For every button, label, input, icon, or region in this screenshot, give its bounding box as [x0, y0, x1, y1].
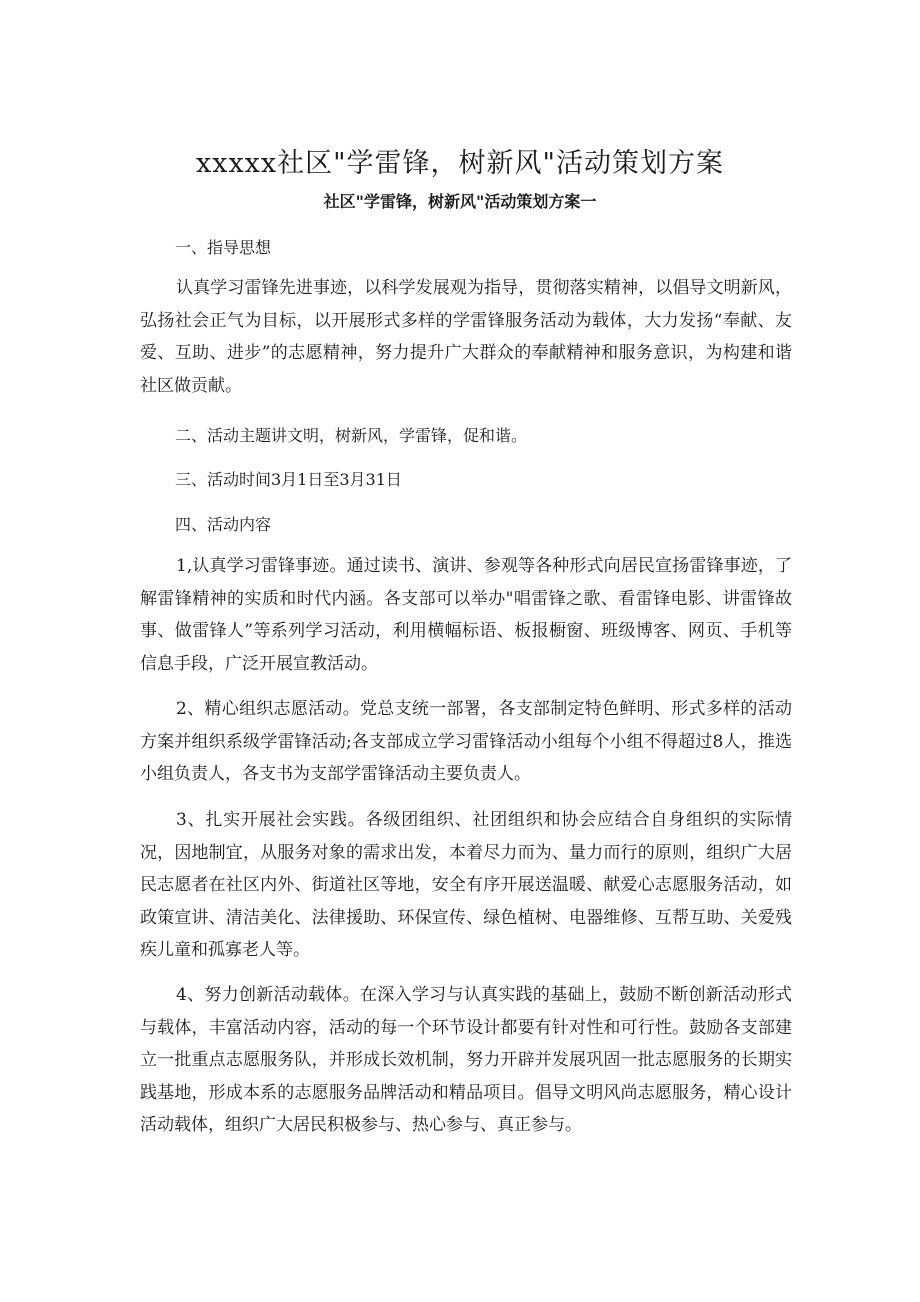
paragraph-guiding-ideology: 认真学习雷锋先进事迹，以科学发展观为指导，贯彻落实精神，以倡导文明新风，弘扬社会正气为目标，以开展形式多样的学雷锋服务活动为载体，大力发扬“奉献、友爱、互助、进步”的志愿精神，努力提升广大群众的奉献精神和服务意识，为构建和谐社区做贡献。 — [140, 278, 792, 396]
section-heading-content: 四、活动内容 — [175, 515, 272, 534]
content-item-2: 2、精心组织志愿活动。党总支统一部署，各支部制定特色鲜明、形式多样的活动方案并组织系级学雷锋活动;各支部成立学习雷锋活动小组每个小组不得超过8人，推选小组负责人，各支书为支部学雷锋活动主要负责人。 — [140, 699, 792, 784]
document-subtitle: 社区"学雷锋，树新风"活动策划方案一 — [323, 192, 597, 211]
section-heading-guiding-ideology: 一、指导思想 — [175, 238, 272, 257]
section-heading-theme: 二、活动主题讲文明，树新风，学雷锋，促和谐。 — [175, 426, 528, 445]
section-heading-time: 三、活动时间3月1日至3月31日 — [175, 470, 402, 489]
document-title: xxxxx社区"学雷锋，树新风"活动策划方案 — [196, 148, 724, 180]
content-item-1: 1,认真学习雷锋事迹。通过读书、演讲、参观等各种形式向居民宣扬雷锋事迹，了解雷锋精神的实质和时代内涵。各支部可以举办"唱雷锋之歌、看雷锋电影、讲雷锋故事、做雷锋人”等系列学习活动，利用横幅标语、板报橱窗、班级博客、网页、手机等信息手段，广泛开展宣教活动。 — [140, 556, 792, 674]
content-item-4: 4、努力创新活动载体。在深入学习与认真实践的基础上，鼓励不断创新活动形式与载体，丰富活动内容，活动的每一个环节设计都要有针对性和可行性。鼓励各支部建立一批重点志愿服务队，并形成长效机制，努力开辟并发展巩固一批志愿服务的长期实践基地，形成本系的志愿服务品牌活动和精品项目。倡导文明风尚志愿服务，精心设计活动载体，组织广大居民积极参与、热心参与、真正参与。 — [140, 985, 792, 1135]
content-item-3: 3、扎实开展社会实践。各级团组织、社团组织和协会应结合自身组织的实际情况，因地制宜，从服务对象的需求出发，本着尽力而为、量力而行的原则，组织广大居民志愿者在社区内外、街道社区等地，安全有序开展送温暖、献爱心志愿服务活动，如政策宣讲、清洁美化、法律援助、环保宣传、绿色植树、电器维修、互帮互助、关爱残疾儿童和孤寡老人等。 — [140, 810, 792, 960]
